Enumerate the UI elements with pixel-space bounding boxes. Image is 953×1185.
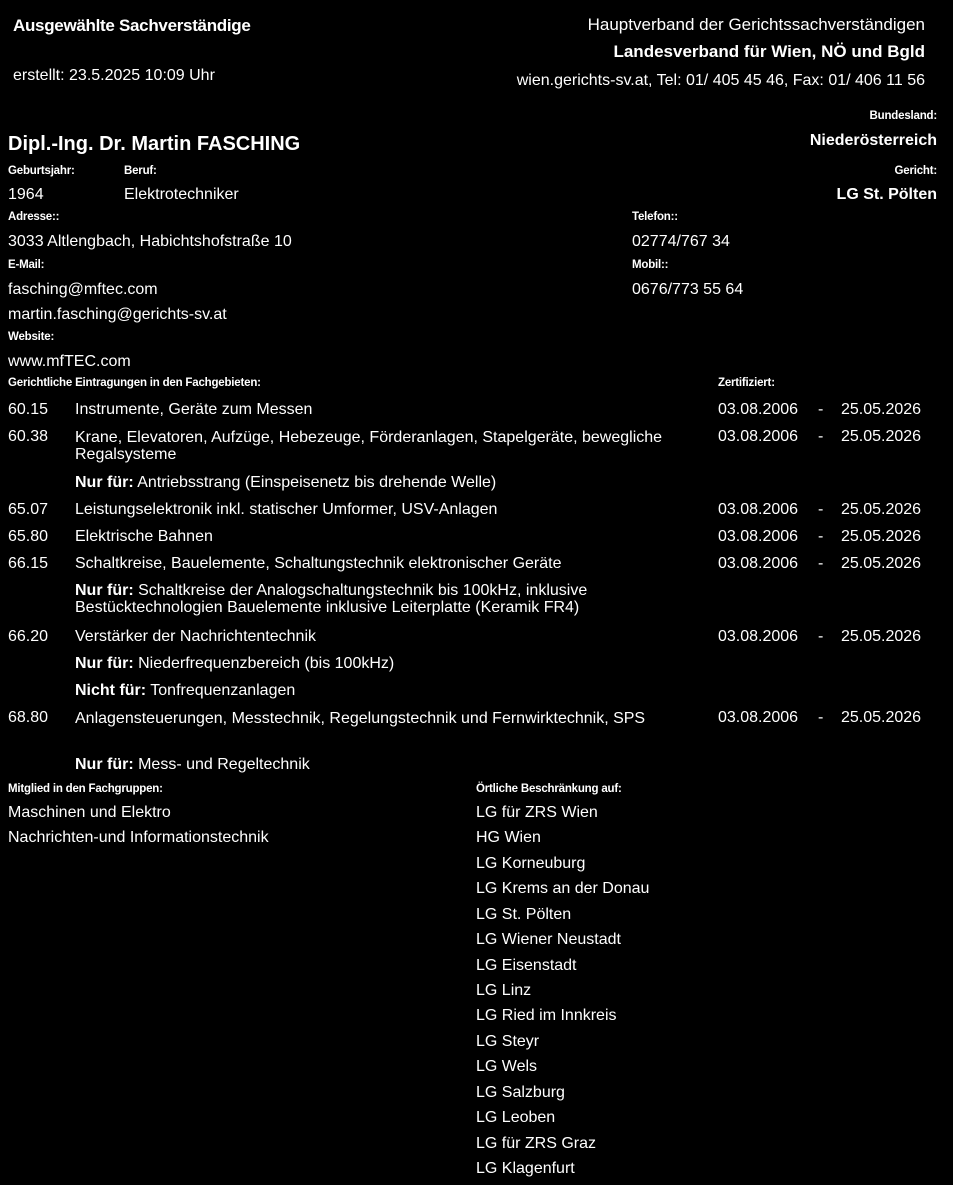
cert-from: 03.08.2006 (718, 501, 799, 518)
restriction-item: LG Klagenfurt (476, 1160, 575, 1177)
email-label: E-Mail: (8, 259, 45, 271)
restriction-item: LG Wels (476, 1058, 538, 1075)
website-label: Website: (8, 331, 55, 343)
profession-value: Elektrotechniker (124, 186, 239, 203)
note-text: Antriebsstrang (Einspeisenetz bis drehende Welle) (133, 474, 497, 491)
address-value: 3033 Altlengbach, Habichtshofstraße 10 (8, 233, 292, 250)
cert-to: 25.05.2026 (841, 401, 922, 418)
note-label: Nur für: (75, 582, 134, 599)
restriction-item: LG Eisenstadt (476, 957, 577, 974)
created-timestamp: erstellt: 23.5.2025 10:09 Uhr (13, 67, 215, 84)
certified-label: Zertifiziert: (718, 377, 775, 389)
field-note (75, 474, 695, 491)
field-description: Anlagensteuerungen, Messtechnik, Regelungstechnik und Fernwirktechnik, SPS (75, 710, 646, 727)
restriction-item: LG für ZRS Graz (476, 1135, 597, 1152)
date-separator: - (818, 555, 824, 572)
restriction-item: LG Steyr (476, 1033, 540, 1050)
birthyear-label: Geburtsjahr: (8, 165, 75, 177)
field-code: 60.15 (8, 401, 49, 418)
cert-to: 25.05.2026 (841, 709, 922, 726)
field-note (75, 682, 695, 699)
field-code: 60.38 (8, 428, 49, 445)
note-label: Nur für: (75, 655, 134, 672)
date-separator: - (818, 628, 824, 645)
note-text: Schaltkreise der Analogschaltungstechnik bis 100kHz, inklusive Bestücktechnologien Bauelemente inklusive Leiterplatte (Keramik FR4) (75, 582, 588, 616)
org-contact: wien.gerichts-sv.at, Tel: 01/ 405 45 46, Fax: 01/ 406 11 56 (516, 72, 925, 89)
restriction-item: LG St. Pölten (476, 906, 572, 923)
org-name: Hauptverband der Gerichtssachverständigen (587, 15, 925, 34)
restriction-label: Örtliche Beschränkung auf: (476, 783, 622, 795)
field-code: 68.80 (8, 709, 49, 726)
cert-from: 03.08.2006 (718, 528, 799, 545)
bundesland-label: Bundesland: (869, 110, 937, 122)
field-description: Schaltkreise, Bauelemente, Schaltungstechnik elektronischer Geräte (75, 555, 562, 572)
note-text: Mess- und Regeltechnik (133, 756, 310, 773)
restriction-item: LG Linz (476, 982, 532, 999)
field-code: 66.15 (8, 555, 49, 572)
note-text: Tonfrequenzanlagen (146, 682, 296, 699)
restriction-item: LG Leoben (476, 1109, 556, 1126)
cert-from: 03.08.2006 (718, 628, 799, 645)
groups-label: Mitglied in den Fachgruppen: (8, 783, 163, 795)
restriction-item: LG Krems an der Donau (476, 880, 650, 897)
date-separator: - (818, 501, 824, 518)
field-note (75, 655, 695, 672)
field-note (75, 582, 695, 616)
cert-from: 03.08.2006 (718, 401, 799, 418)
restriction-item: LG Korneuburg (476, 855, 586, 872)
cert-from: 03.08.2006 (718, 428, 799, 445)
website-link[interactable]: www.mfTEC.com (8, 353, 131, 370)
phone-value: 02774/767 34 (632, 233, 730, 250)
note-label: Nur für: (75, 756, 134, 773)
profession-label: Beruf: (124, 165, 157, 177)
group-item: Maschinen und Elektro (8, 804, 171, 821)
date-separator: - (818, 528, 824, 545)
field-code: 65.07 (8, 501, 49, 518)
restriction-item: LG Ried im Innkreis (476, 1007, 617, 1024)
field-description: Instrumente, Geräte zum Messen (75, 401, 313, 418)
email-primary[interactable]: fasching@mftec.com (8, 281, 158, 298)
cert-to: 25.05.2026 (841, 501, 922, 518)
date-separator: - (818, 709, 824, 726)
expert-name: Dipl.-Ing. Dr. Martin FASCHING (8, 133, 301, 155)
cert-to: 25.05.2026 (841, 428, 922, 445)
note-text: Niederfrequenzbereich (bis 100kHz) (133, 655, 395, 672)
date-separator: - (818, 401, 824, 418)
group-item: Nachrichten-und Informationstechnik (8, 829, 269, 846)
restriction-item: LG für ZRS Wien (476, 804, 598, 821)
field-description: Krane, Elevatoren, Aufzüge, Hebezeuge, Förderanlagen, Stapelgeräte, bewegliche Regalsysteme (75, 429, 663, 463)
field-description: Leistungselektronik inkl. statischer Umformer, USV-Anlagen (75, 501, 498, 518)
address-label: Adresse:: (8, 211, 60, 223)
document-title: Ausgewählte Sachverständige (13, 16, 251, 35)
court-label: Gericht: (894, 165, 937, 177)
field-description: Verstärker der Nachrichtentechnik (75, 628, 316, 645)
restriction-item: LG Wiener Neustadt (476, 931, 621, 948)
fields-label: Gerichtliche Eintragungen in den Fachgebieten: (8, 377, 261, 389)
restriction-item: LG Salzburg (476, 1084, 565, 1101)
restriction-item: HG Wien (476, 829, 541, 846)
cert-from: 03.08.2006 (718, 555, 799, 572)
org-branch: Landesverband für Wien, NÖ und Bgld (613, 42, 925, 61)
field-note (75, 756, 695, 773)
court-value: LG St. Pölten (836, 186, 937, 203)
field-code: 66.20 (8, 628, 49, 645)
cert-to: 25.05.2026 (841, 555, 922, 572)
email-secondary[interactable]: martin.fasching@gerichts-sv.at (8, 306, 227, 323)
cert-to: 25.05.2026 (841, 628, 922, 645)
phone-label: Telefon:: (632, 211, 678, 223)
mobile-label: Mobil:: (632, 259, 669, 271)
date-separator: - (818, 428, 824, 445)
note-label: Nur für: (75, 474, 134, 491)
cert-to: 25.05.2026 (841, 528, 922, 545)
note-label: Nicht für: (75, 682, 147, 699)
mobile-value: 0676/773 55 64 (632, 281, 744, 298)
birthyear-value: 1964 (8, 186, 44, 203)
field-description: Elektrische Bahnen (75, 528, 213, 545)
cert-from: 03.08.2006 (718, 709, 799, 726)
bundesland-value: Niederösterreich (809, 132, 937, 149)
field-code: 65.80 (8, 528, 49, 545)
